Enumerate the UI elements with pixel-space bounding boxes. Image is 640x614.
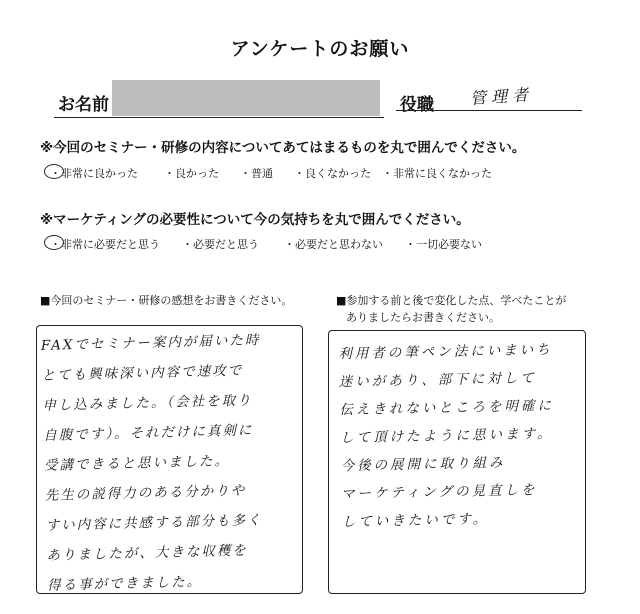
right-handwritten-answer (338, 336, 557, 536)
name-label: お名前 (58, 95, 109, 115)
handwritten-line: FAXでセミナー案内が届いた時 (40, 332, 261, 354)
handwritten-line: 先生の説得力のある分かりや (44, 482, 247, 504)
page-title: アンケートのお願い (230, 38, 410, 60)
handwritten-line: 伝えきれないところを明確に (339, 397, 555, 419)
role-handwritten-value: 管理者 (469, 84, 534, 109)
handwritten-line: して頂けたように思います。 (339, 425, 554, 447)
handwritten-line: すい内容に共感する部分も多く (45, 512, 263, 534)
handwritten-line: とても興味深い内容で速攻で (41, 362, 244, 384)
q1-option-2[interactable]: ・良かった (164, 167, 219, 180)
q1-option-3[interactable]: ・普通 (240, 167, 273, 180)
q2-option-3[interactable]: ・必要だと思わない (284, 238, 383, 251)
left-handwritten-answer (41, 325, 268, 601)
question-1-label: ※今回のセミナー・研修の内容についてあてはまるものを丸で囲んでください。 (40, 140, 526, 156)
handwritten-line: 利用者の筆ペン法にいまいち (338, 341, 553, 363)
right-section-heading-line-2: ありましたらお書きください。 (346, 311, 500, 324)
left-section-heading: ■今回のセミナー・研修の感想をお書きください。 (40, 294, 293, 307)
handwritten-line: 申し込みました。（会社を取り (42, 392, 253, 414)
handwritten-line: 得る事ができました。 (46, 573, 203, 594)
q2-option-1[interactable]: ・非常に必要だと思う (50, 238, 160, 251)
role-underline (396, 110, 582, 111)
name-underline (54, 117, 384, 118)
handwritten-line: 迷いがあり、部下に対して (338, 370, 537, 391)
role-label: 役職 (400, 95, 434, 115)
handwritten-line: ありましたが、大きな収穫を (46, 542, 249, 564)
q1-option-4[interactable]: ・良くなかった (294, 167, 371, 180)
right-section-heading-line-1: ■参加する前と後で変化した点、学べたことが (336, 294, 567, 307)
handwritten-line: 自腹です）。それだけに真剣に (43, 422, 254, 444)
handwritten-line: していきたいです。 (341, 511, 490, 531)
name-redaction (112, 80, 380, 116)
handwritten-line: 受講できると思いました。 (43, 453, 231, 474)
q2-option-2[interactable]: ・必要だと思う (182, 238, 259, 251)
q1-option-5[interactable]: ・非常に良くなかった (382, 167, 492, 180)
handwritten-line: マーケティングの見直しを (341, 482, 538, 503)
handwritten-line: 今後の展開に取り組み (340, 454, 506, 475)
question-2-label: ※マーケティングの必要性について今の気持ちを丸で囲んでください。 (40, 212, 470, 228)
q1-option-1[interactable]: ・非常に良かった (50, 167, 138, 180)
q2-option-4[interactable]: ・一切必要ない (405, 238, 482, 251)
